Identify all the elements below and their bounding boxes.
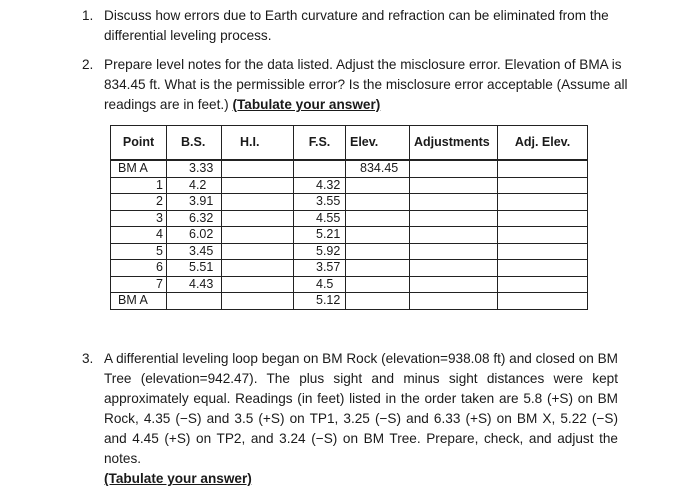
cell-elev bbox=[346, 293, 410, 310]
cell-adjustments bbox=[410, 177, 498, 194]
cell-bs: 6.32 bbox=[167, 210, 222, 227]
cell-elev bbox=[346, 210, 410, 227]
table-row bbox=[111, 160, 588, 177]
cell-adjustments bbox=[410, 243, 498, 260]
cell-point: 3 bbox=[111, 210, 167, 227]
col-header-adj-elev: Adj. Elev. bbox=[498, 126, 588, 161]
cell-adj-elev bbox=[498, 210, 588, 227]
question-2-instruction: (Tabulate your answer) bbox=[232, 97, 381, 112]
col-header-elev: Elev. bbox=[346, 126, 410, 161]
table-row bbox=[111, 243, 588, 260]
cell-fs: 4.55 bbox=[294, 210, 346, 227]
cell-fs: 5.12 bbox=[294, 293, 346, 310]
question-1-number: 1. bbox=[82, 8, 94, 23]
cell-bs: 4.2 bbox=[167, 177, 222, 194]
cell-adj-elev bbox=[498, 177, 588, 194]
table-row bbox=[111, 210, 588, 227]
cell-adj-elev bbox=[498, 194, 588, 211]
cell-fs: 5.21 bbox=[294, 227, 346, 244]
question-3-number: 3. bbox=[82, 351, 94, 366]
question-2-body bbox=[104, 55, 634, 115]
cell-elev bbox=[346, 177, 410, 194]
cell-bs bbox=[167, 293, 222, 310]
cell-hi bbox=[222, 293, 294, 310]
table-row bbox=[111, 293, 588, 310]
cell-adjustments bbox=[410, 160, 498, 177]
cell-adj-elev bbox=[498, 160, 588, 177]
cell-adj-elev bbox=[498, 227, 588, 244]
cell-adjustments bbox=[410, 210, 498, 227]
cell-adj-elev bbox=[498, 293, 588, 310]
cell-elev bbox=[346, 227, 410, 244]
cell-point: 1 bbox=[111, 177, 167, 194]
table-header-row bbox=[111, 126, 588, 161]
cell-point: 2 bbox=[111, 194, 167, 211]
cell-adjustments bbox=[410, 227, 498, 244]
table-row bbox=[111, 227, 588, 244]
cell-bs: 4.43 bbox=[167, 276, 222, 293]
table-row bbox=[111, 260, 588, 277]
question-2-number: 2. bbox=[82, 57, 94, 72]
col-header-point: Point bbox=[111, 126, 167, 161]
cell-hi bbox=[222, 210, 294, 227]
cell-point: BM A bbox=[111, 293, 167, 310]
table-row bbox=[111, 276, 588, 293]
cell-adjustments bbox=[410, 276, 498, 293]
cell-elev bbox=[346, 194, 410, 211]
cell-bs: 3.91 bbox=[167, 194, 222, 211]
cell-adj-elev bbox=[498, 260, 588, 277]
cell-elev bbox=[346, 243, 410, 260]
cell-hi bbox=[222, 276, 294, 293]
cell-hi bbox=[222, 227, 294, 244]
cell-hi bbox=[222, 177, 294, 194]
cell-point: 4 bbox=[111, 227, 167, 244]
cell-adjustments bbox=[410, 260, 498, 277]
cell-hi bbox=[222, 194, 294, 211]
cell-point: 5 bbox=[111, 243, 167, 260]
cell-point: 6 bbox=[111, 260, 167, 277]
cell-bs: 3.45 bbox=[167, 243, 222, 260]
table-row bbox=[111, 194, 588, 211]
question-3-instruction: (Tabulate your answer) bbox=[104, 471, 252, 486]
cell-hi bbox=[222, 260, 294, 277]
cell-fs: 3.57 bbox=[294, 260, 346, 277]
cell-adj-elev bbox=[498, 243, 588, 260]
cell-elev: 834.45 bbox=[346, 160, 410, 177]
cell-point: 7 bbox=[111, 276, 167, 293]
col-header-adjustments: Adjustments bbox=[410, 126, 498, 161]
cell-bs: 5.51 bbox=[167, 260, 222, 277]
cell-bs: 6.02 bbox=[167, 227, 222, 244]
cell-fs: 4.32 bbox=[294, 177, 346, 194]
cell-hi bbox=[222, 243, 294, 260]
cell-bs: 3.33 bbox=[167, 160, 222, 177]
cell-adjustments bbox=[410, 293, 498, 310]
question-3-body bbox=[104, 349, 618, 489]
question-1-text: Discuss how errors due to Earth curvature and refraction can be eliminated from the differential leveling process. bbox=[104, 8, 609, 43]
level-notes-table bbox=[110, 125, 588, 310]
cell-point: BM A bbox=[111, 160, 167, 177]
question-3-text: A differential leveling loop began on BM Rock (elevation=938.08 ft) and closed on BM Tree (elevation=942.47). The plus sight and minus sight distances were kept approximately equal. Readings (in feet) listed in the order taken are 5.8 (+S) on BM Rock, 4.35 (−S) and 3.5 (+S) on TP1, 3.25 (−S) and 6.33 (+S) on BM X, 5.22 (−S) and 4.45 (+S) on TP2, and 3.24 (−S) on BM Tree. Prepare, check, and adjust the notes. bbox=[104, 351, 618, 466]
cell-fs: 4.5 bbox=[294, 276, 346, 293]
question-2-text: Prepare level notes for the data listed. Adjust the misclosure error. Elevation of BMA is 834.45 ft. What is the permissible error? Is the misclosure error acceptable (Assume all readings are in feet.) bbox=[104, 57, 628, 112]
cell-fs: 3.55 bbox=[294, 194, 346, 211]
table-row bbox=[111, 177, 588, 194]
col-header-fs: F.S. bbox=[294, 126, 346, 161]
cell-elev bbox=[346, 260, 410, 277]
cell-hi bbox=[222, 160, 294, 177]
cell-adjustments bbox=[410, 194, 498, 211]
cell-fs bbox=[294, 160, 346, 177]
col-header-hi: H.I. bbox=[222, 126, 294, 161]
col-header-bs: B.S. bbox=[167, 126, 222, 161]
cell-fs: 5.92 bbox=[294, 243, 346, 260]
cell-adj-elev bbox=[498, 276, 588, 293]
cell-elev bbox=[346, 276, 410, 293]
